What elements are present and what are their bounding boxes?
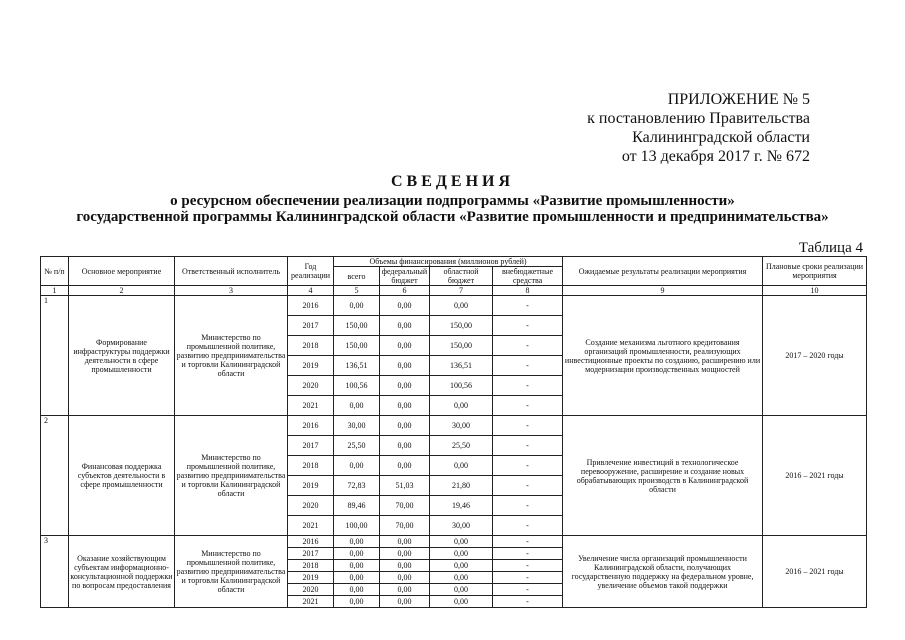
regional-cell: 0,00: [430, 548, 493, 560]
year-cell: 2016: [288, 296, 334, 316]
extra-cell: -: [493, 516, 563, 536]
document-subtitle-1: о ресурсном обеспечении реализации подпрограммы «Развитие промышленности»: [170, 193, 735, 209]
year-cell: 2019: [288, 572, 334, 584]
total-cell: 0,00: [334, 560, 380, 572]
federal-cell: 0,00: [380, 456, 430, 476]
year-cell: 2021: [288, 396, 334, 416]
regional-cell: 136,51: [430, 356, 493, 376]
executor-cell: Министерство по промышленной политике, развитию предпринимательства и торговли Калининградской области: [175, 296, 288, 416]
regional-cell: 21,80: [430, 476, 493, 496]
total-cell: 0,00: [334, 396, 380, 416]
extra-cell: -: [493, 476, 563, 496]
year-cell: 2018: [288, 560, 334, 572]
regional-cell: 19,46: [430, 496, 493, 516]
total-cell: 0,00: [334, 296, 380, 316]
extra-cell: -: [493, 572, 563, 584]
total-cell: 72,83: [334, 476, 380, 496]
year-cell: 2021: [288, 516, 334, 536]
extra-cell: -: [493, 336, 563, 356]
total-cell: 0,00: [334, 584, 380, 596]
total-cell: 100,56: [334, 376, 380, 396]
extra-cell: -: [493, 584, 563, 596]
col-number: 4: [288, 286, 334, 296]
total-cell: 89,46: [334, 496, 380, 516]
col-header-terms: Плановые сроки реализации мероприятия: [763, 257, 867, 286]
col-number: 9: [563, 286, 763, 296]
col-header-total: всего: [334, 267, 380, 286]
terms-cell: 2017 – 2020 годы: [763, 296, 867, 416]
col-number: 10: [763, 286, 867, 296]
resource-table: [40, 256, 867, 608]
table-label: Таблица 4: [798, 240, 863, 256]
col-number: 6: [380, 286, 430, 296]
extra-cell: -: [493, 456, 563, 476]
federal-cell: 0,00: [380, 356, 430, 376]
results-cell: Привлечение инвестиций в технологическое перевооружение, расширение и создание новых обрабатывающих производств в Калининградской области: [563, 416, 763, 536]
col-header-executor: Ответственный исполнитель: [175, 257, 288, 286]
extra-cell: -: [493, 560, 563, 572]
extra-cell: -: [493, 416, 563, 436]
extra-cell: -: [493, 316, 563, 336]
executor-cell: Министерство по промышленной политике, развитию предпринимательства и торговли Калининградской области: [175, 536, 288, 608]
col-header-year: Год реализации: [288, 257, 334, 286]
activity-cell: Оказание хозяйствующим субъектам информационно-консультационной поддержки по вопросам предоставления: [69, 536, 175, 608]
annex-line-2: Калининградской области: [632, 129, 810, 146]
federal-cell: 0,00: [380, 536, 430, 548]
row-number: 2: [41, 416, 69, 536]
year-cell: 2016: [288, 536, 334, 548]
table-row: [41, 416, 867, 436]
extra-cell: -: [493, 548, 563, 560]
year-cell: 2019: [288, 356, 334, 376]
regional-cell: 150,00: [430, 316, 493, 336]
col-number: 3: [175, 286, 288, 296]
terms-cell: 2016 – 2021 годы: [763, 536, 867, 608]
regional-cell: 0,00: [430, 396, 493, 416]
extra-cell: -: [493, 356, 563, 376]
total-cell: 0,00: [334, 596, 380, 608]
col-header-federal: федеральный бюджет: [380, 267, 430, 286]
regional-cell: 0,00: [430, 572, 493, 584]
activity-cell: Формирование инфраструктуры поддержки деятельности в сфере промышленности: [69, 296, 175, 416]
terms-cell: 2016 – 2021 годы: [763, 416, 867, 536]
federal-cell: 0,00: [380, 436, 430, 456]
total-cell: 136,51: [334, 356, 380, 376]
year-cell: 2017: [288, 436, 334, 456]
total-cell: 150,00: [334, 336, 380, 356]
federal-cell: 70,00: [380, 496, 430, 516]
year-cell: 2018: [288, 456, 334, 476]
extra-cell: -: [493, 396, 563, 416]
extra-cell: -: [493, 596, 563, 608]
total-cell: 25,50: [334, 436, 380, 456]
federal-cell: 0,00: [380, 336, 430, 356]
col-header-num: № п/п: [41, 257, 69, 286]
activity-cell: Финансовая поддержка субъектов деятельности в сфере промышленности: [69, 416, 175, 536]
regional-cell: 0,00: [430, 536, 493, 548]
regional-cell: 150,00: [430, 336, 493, 356]
federal-cell: 0,00: [380, 548, 430, 560]
year-cell: 2017: [288, 316, 334, 336]
federal-cell: 0,00: [380, 296, 430, 316]
annex-line-3: от 13 декабря 2017 г. № 672: [621, 148, 810, 165]
year-cell: 2019: [288, 476, 334, 496]
regional-cell: 30,00: [430, 416, 493, 436]
year-cell: 2017: [288, 548, 334, 560]
annex-title: ПРИЛОЖЕНИЕ № 5: [667, 91, 810, 108]
federal-cell: 0,00: [380, 316, 430, 336]
regional-cell: 0,00: [430, 456, 493, 476]
col-header-extra: внебюджетные средства: [493, 267, 563, 286]
col-header-regional: областной бюджет: [430, 267, 493, 286]
federal-cell: 0,00: [380, 596, 430, 608]
document-title: СВЕДЕНИЯ: [390, 173, 515, 190]
federal-cell: 70,00: [380, 516, 430, 536]
federal-cell: 0,00: [380, 560, 430, 572]
extra-cell: -: [493, 376, 563, 396]
regional-cell: 25,50: [430, 436, 493, 456]
total-cell: 100,00: [334, 516, 380, 536]
regional-cell: 0,00: [430, 560, 493, 572]
federal-cell: 0,00: [380, 416, 430, 436]
executor-cell: Министерство по промышленной политике, развитию предпринимательства и торговли Калининградской области: [175, 416, 288, 536]
total-cell: 0,00: [334, 536, 380, 548]
year-cell: 2020: [288, 496, 334, 516]
table-row: [41, 296, 867, 316]
federal-cell: 0,00: [380, 396, 430, 416]
regional-cell: 30,00: [430, 516, 493, 536]
col-number: 1: [41, 286, 69, 296]
extra-cell: -: [493, 536, 563, 548]
row-number: 1: [41, 296, 69, 416]
federal-cell: 0,00: [380, 584, 430, 596]
results-cell: Создание механизма льготного кредитования организаций промышленности, реализующих инвестиционные проекты по созданию, расширению или модернизации производственных мощностей: [563, 296, 763, 416]
federal-cell: 0,00: [380, 572, 430, 584]
year-cell: 2018: [288, 336, 334, 356]
total-cell: 0,00: [334, 572, 380, 584]
federal-cell: 0,00: [380, 376, 430, 396]
regional-cell: 0,00: [430, 596, 493, 608]
year-cell: 2021: [288, 596, 334, 608]
year-cell: 2020: [288, 376, 334, 396]
row-number: 3: [41, 536, 69, 608]
col-number: 5: [334, 286, 380, 296]
document-subtitle-2: государственной программы Калининградской области «Развитие промышленности и предпринимательства»: [76, 209, 829, 225]
col-header-activity: Основное мероприятие: [69, 257, 175, 286]
col-header-funding: Объемы финансирования (миллионов рублей): [334, 257, 563, 267]
regional-cell: 0,00: [430, 584, 493, 596]
year-cell: 2020: [288, 584, 334, 596]
extra-cell: -: [493, 436, 563, 456]
total-cell: 0,00: [334, 548, 380, 560]
regional-cell: 0,00: [430, 296, 493, 316]
col-header-results: Ожидаемые результаты реализации мероприятия: [563, 257, 763, 286]
extra-cell: -: [493, 296, 563, 316]
federal-cell: 51,03: [380, 476, 430, 496]
col-number: 7: [430, 286, 493, 296]
table-row: [41, 536, 867, 548]
total-cell: 150,00: [334, 316, 380, 336]
annex-line-1: к постановлению Правительства: [587, 110, 810, 127]
col-number: 8: [493, 286, 563, 296]
regional-cell: 100,56: [430, 376, 493, 396]
col-number: 2: [69, 286, 175, 296]
year-cell: 2016: [288, 416, 334, 436]
extra-cell: -: [493, 496, 563, 516]
total-cell: 30,00: [334, 416, 380, 436]
results-cell: Увеличение числа организаций промышленности Калининградской области, получающих государственную поддержку на федеральном уровне, увеличение объемов такой поддержки: [563, 536, 763, 608]
total-cell: 0,00: [334, 456, 380, 476]
